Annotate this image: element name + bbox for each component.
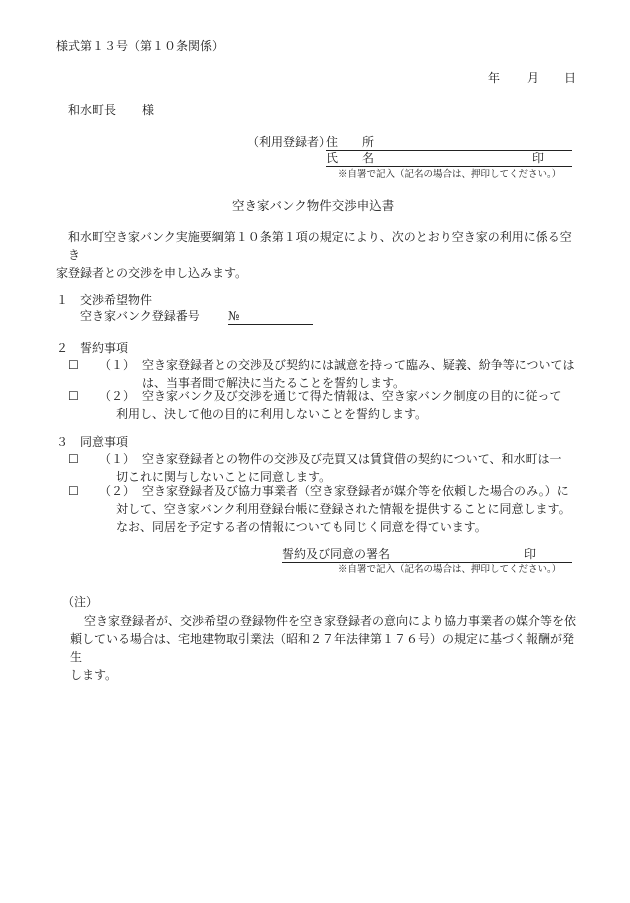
section3-heading: ３ 同意事項: [56, 435, 129, 449]
signature-label: 誓約及び同意の署名: [282, 547, 391, 561]
consent-2-checkbox[interactable]: ☐: [68, 484, 79, 498]
note-line-2: 頼している場合は、宅地建物取引業法（昭和２７年法律第１７６号）の規定に基づく報酬が発生: [70, 632, 575, 664]
note-line-1: 空き家登録者が、交渉希望の登録物件を空き家登録者の意向により協力事業者の媒介等を依: [84, 614, 577, 628]
pledge-2-checkbox[interactable]: ☐: [68, 389, 79, 403]
pledge-1-line-1: 空き家登録者との交渉及び契約には誠意を持って臨み、疑義、紛争等については: [142, 358, 575, 372]
applicant-address-label: 住 所: [326, 135, 375, 149]
date-year-label: 年: [488, 71, 501, 85]
pledge-1-checkbox[interactable]: ☐: [68, 358, 79, 372]
consent-1-checkbox[interactable]: ☐: [68, 452, 79, 466]
pledge-2-number: （２）: [99, 389, 136, 403]
signature-seal-mark: 印: [523, 547, 536, 561]
intro-line-1: 和水町空き家バンク実施要綱第１０条第１項の規定により、次のとおり空き家の利用に係る空き: [68, 230, 572, 262]
intro-line-2: 家登録者との交渉を申し込みます。: [56, 266, 248, 280]
applicant-signature-note: ※自署で記入（記名の場合は、押印してください。）: [338, 169, 562, 180]
document-title: 空き家バンク物件交渉申込書: [232, 198, 395, 213]
applicant-seal-mark: 印: [531, 151, 544, 165]
pledge-2-line-1: 空き家バンク及び交渉を通じて得た情報は、空き家バンク制度の目的に従って: [142, 389, 562, 403]
section1-label: 空き家バンク登録番号: [80, 309, 200, 323]
form-number: 様式第１３号（第１０条関係）: [56, 39, 225, 53]
date-day-label: 日: [564, 71, 577, 85]
consent-2-line-2: 対して、空き家バンク利用登録台帳に登録された情報を提供することに同意します。: [116, 502, 571, 516]
consent-2-number: （２）: [99, 484, 136, 498]
section1-heading: １ 交渉希望物件: [56, 293, 153, 307]
note-heading: （注）: [62, 595, 99, 609]
note-line-3: します。: [70, 668, 118, 682]
pledge-1-number: （１）: [99, 358, 136, 372]
consent-1-number: （１）: [99, 452, 136, 466]
date-month-label: 月: [527, 71, 540, 85]
pledge-2-line-2: 利用し、決して他の目的に利用しないことを誓約します。: [116, 407, 428, 421]
consent-1-line-2: 切これに関与しないことに同意します。: [116, 470, 332, 484]
signature-note: ※自署で記入（記名の場合は、押印してください。）: [338, 564, 562, 575]
addressee-honorific: 様: [142, 103, 155, 117]
section2-heading: ２ 誓約事項: [56, 341, 129, 355]
consent-1-line-1: 空き家登録者との物件の交渉及び売買又は賃貸借の契約について、和水町は一: [142, 452, 562, 466]
applicant-address-line[interactable]: [326, 134, 572, 151]
intro-paragraph: [56, 228, 576, 282]
note-paragraph: [62, 612, 582, 684]
consent-2-line-1: 空き家登録者及び協力事業者（空き家登録者が媒介等を依頼した場合のみ。）に: [142, 484, 569, 498]
applicant-role: （利用登録者）: [247, 135, 332, 149]
registration-number-prefix: №: [228, 309, 240, 323]
applicant-name-label: 氏 名: [326, 151, 375, 165]
registration-number-field[interactable]: [228, 308, 313, 325]
consent-2-line-3: なお、同居を予定する者の情報についても同じく同意を得ています。: [116, 520, 487, 534]
signature-line[interactable]: [282, 546, 572, 563]
addressee-name: 和水町長: [68, 103, 117, 117]
applicant-name-line[interactable]: [326, 150, 572, 167]
pledge-1-line-2: は、当事者間で解決に当たることを誓約します。: [142, 376, 406, 390]
